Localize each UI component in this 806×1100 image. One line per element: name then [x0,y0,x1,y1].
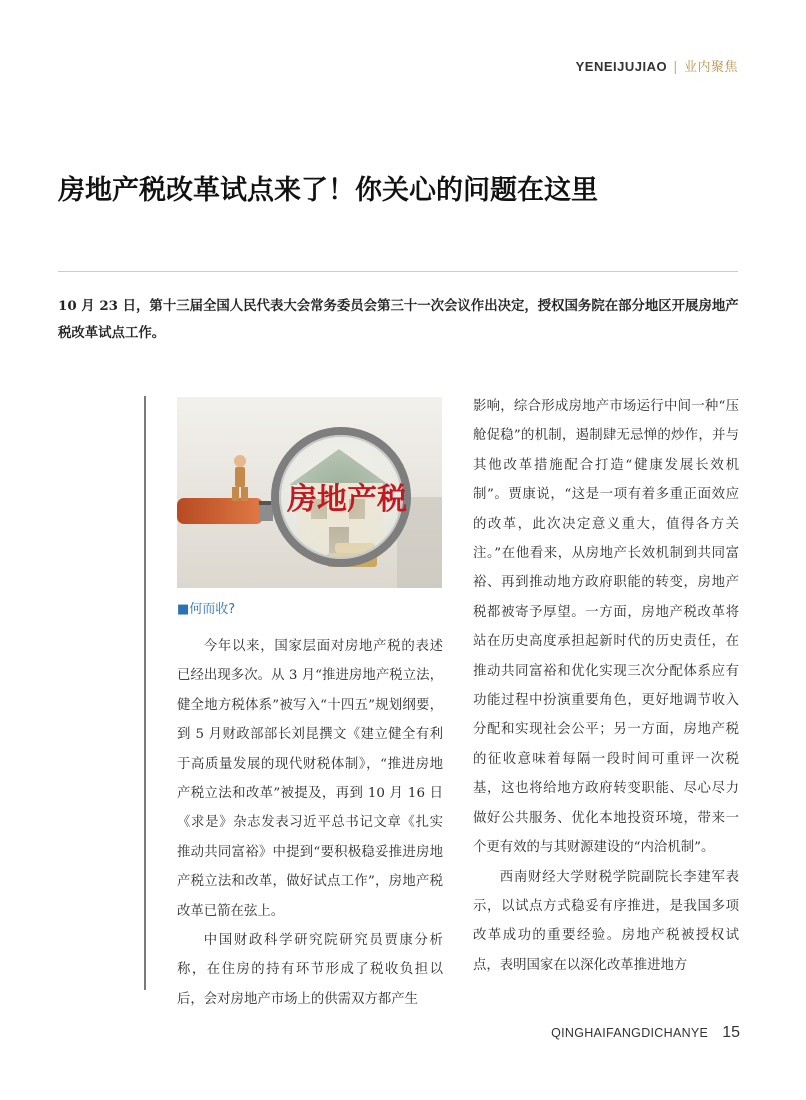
column-accent-bar [144,396,146,990]
lead-paragraph: 10 月 23 日，第十三届全国人民代表大会常务委员会第三十一次会议作出决定，授权国务院在部分地区开展房地产税改革试点工作。 [58,298,739,341]
section-heading: ■何而收? [177,602,236,617]
magnifying-glass-house-icon [177,397,442,588]
article-photo [177,397,442,588]
right-column [473,392,739,980]
paragraph: 西南财经大学财税学院副院长李建军表示，以试点方式稳妥有序推进，是我国多项改革成功的重要经验。房地产税被授权试点，表明国家在以深化改革推进地方 [473,869,739,973]
paragraph: 中国财政科学研究院研究员贾康分析称，在住房的持有环节形成了税收负担以后，会对房地产市场上的供需双方都产生 [177,933,443,1007]
header-latin: YENEIJUJIAO [575,59,668,74]
paragraph: 影响，综合形成房地产市场运行中间一种“压舱促稳”的机制，遏制肆无忌惮的炒作，并与其他改革措施配合打造“健康发展长效机制”。贾康说，“这是一项有着多重正面效应的改革，此次决定意义重大，值得各方关注。”在他看来，从房地产长效机制到共同富裕、再到推动地方政府职能的转变，房地产税都被寄予厚望。一方面，房地产税改革将站在历史高度承担起新时代的历史责任，在推动共同富裕和优化实现三次分配体系应有功能过程中扮演重要角色，更好地调节收入分配和实现社会公平；另一方面，房地产税的征收意味着每隔一段时间可重评一次税基，这也将给地方政府转变职能、尽心尽力做好公共服务、优化本地投资环境，带来一个更有效的与其财源建设的“内洽机制”。 [473,399,739,856]
header-section: 业内聚焦 [683,60,738,75]
paragraph: 今年以来，国家层面对房地产税的表述已经出现多次。从 3 月“推进房地产税立法，健全地方税体系”被写入“十四五”规划纲要，到 5 月财政部部长刘昆撰文《建立健全有利于高质量发展的现代财税体制》，“推进房地产税立法和改革”被提及，再到 10 月 16 日《求是》杂志发表习近平总书记文章《扎实推动共同富裕》中提到“要积极稳妥推进房地产税立法和改革，做好试点工作”，房地产税改革已箭在弦上。 [177,639,443,919]
image-overlay-text: 房地产税 [287,482,407,517]
page-footer [551,1024,740,1042]
title-divider [58,271,738,272]
running-header [576,56,738,75]
article-title: 房地产税改革试点来了！你关心的问题在这里 [58,175,598,206]
left-column [177,632,443,1014]
magazine-name: QINGHAIFANGDICHANYE [551,1026,709,1040]
header-separator: | [673,60,678,75]
page-number: 15 [722,1024,740,1041]
